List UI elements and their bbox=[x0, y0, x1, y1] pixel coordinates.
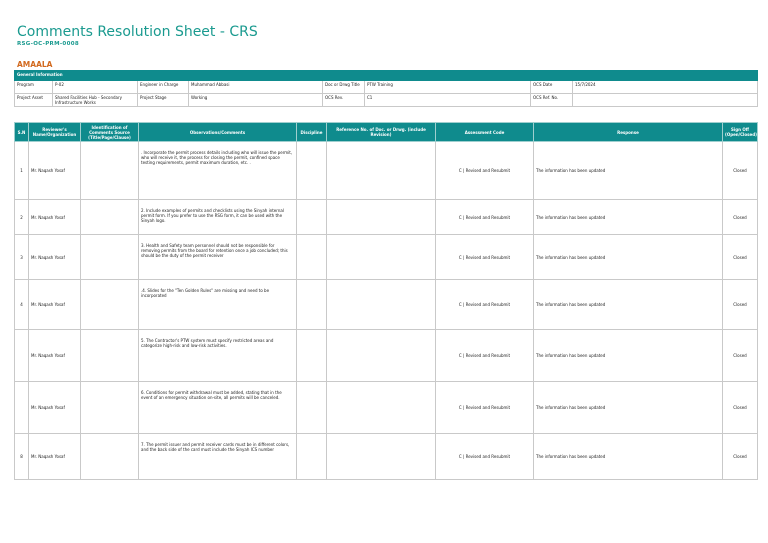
response-cell: The information has been updated bbox=[534, 200, 723, 235]
table-row bbox=[15, 142, 758, 200]
discipline-cell bbox=[297, 280, 327, 330]
comment-cell: 6. Conditions for permit withdrawal must be added, stating that in the event of an emergency situation on-site, all permits will be canceled. bbox=[139, 382, 297, 434]
program-value: P-02 bbox=[53, 81, 138, 94]
comment-cell: .4. Slides for the "Ten Golden Rules" are missing and need to be incorporated bbox=[139, 280, 297, 330]
comment-cell: 3. Health and Safety team personnel should not be responsible for removing permits from the board for retention once a job concluded; this should be the duty of the permit receiver bbox=[139, 235, 297, 280]
sn-cell: 1 bbox=[15, 142, 29, 200]
col-reference: Reference No. of Doc. or Drwg. (include Revision) bbox=[327, 123, 436, 142]
project-value: Shared Facilities Hub - Secondary Infrastructure Works bbox=[53, 94, 138, 107]
source-cell bbox=[81, 200, 139, 235]
discipline-cell bbox=[297, 235, 327, 280]
status-cell: Closed bbox=[723, 235, 758, 280]
stage-label: Project Stage bbox=[138, 94, 189, 107]
table-row bbox=[15, 200, 758, 235]
sn-cell: 2 bbox=[15, 200, 29, 235]
comments-table bbox=[14, 122, 758, 480]
reviewer-cell: Mr. Naqash Yosaf bbox=[29, 200, 81, 235]
sn-cell bbox=[15, 330, 29, 382]
ocs-date-label: OCS Date bbox=[531, 81, 573, 94]
page-title: Comments Resolution Sheet - CRS bbox=[17, 24, 258, 40]
reviewer-cell: Mr. Naqash Yosaf bbox=[29, 280, 81, 330]
assessment-cell: C | Revised and Resubmit bbox=[436, 200, 534, 235]
doc-title-value: PTW Training bbox=[365, 81, 531, 94]
engineer-value: Muhammad Abbasi bbox=[189, 81, 323, 94]
reviewer-cell: Mr. Naqash Yosaf bbox=[29, 330, 81, 382]
ocs-date-value: 15/7/2024 bbox=[573, 81, 758, 94]
discipline-cell bbox=[297, 434, 327, 480]
project-label: Project Asset bbox=[15, 94, 53, 107]
comment-cell: 5. The Contractor's PTW system must specify restricted areas and categorize high-risk and low-risk activities. bbox=[139, 330, 297, 382]
ocs-ref-label: OCS Ref. No. bbox=[531, 94, 573, 107]
comment-cell: 7. The permit issuer and permit receiver cards must be in different colors, and the back side of the card must include the Sinyah ICS number bbox=[139, 434, 297, 480]
col-source: Identification of Comments Source (Title/Page/Clause) bbox=[81, 123, 139, 142]
brand-name: AMAALA bbox=[17, 60, 53, 69]
doc-title-label: Doc or Drwg Title bbox=[323, 81, 365, 94]
assessment-cell: C | Revised and Resubmit bbox=[436, 382, 534, 434]
reviewer-cell: Mr. Naqash Yosaf bbox=[29, 235, 81, 280]
source-cell bbox=[81, 434, 139, 480]
col-signoff: Sign Off (Open/Closed) bbox=[723, 123, 758, 142]
table-row bbox=[15, 382, 758, 434]
table-row bbox=[15, 280, 758, 330]
general-section-label: General Information bbox=[15, 71, 758, 81]
assessment-cell: C | Revised and Resubmit bbox=[436, 235, 534, 280]
sn-cell: 8 bbox=[15, 434, 29, 480]
program-label: Program bbox=[15, 81, 53, 94]
discipline-cell bbox=[297, 330, 327, 382]
source-cell bbox=[81, 142, 139, 200]
reference-cell bbox=[327, 382, 436, 434]
status-cell: Closed bbox=[723, 280, 758, 330]
assessment-cell: C | Revised and Resubmit bbox=[436, 330, 534, 382]
source-cell bbox=[81, 235, 139, 280]
col-assessment: Assessment Code bbox=[436, 123, 534, 142]
col-discipline: Discipline bbox=[297, 123, 327, 142]
col-reviewer: Reviewer's Name/Organization bbox=[29, 123, 81, 142]
reviewer-cell: Mr. Naqash Yosaf bbox=[29, 382, 81, 434]
engineer-label: Engineer in Charge bbox=[138, 81, 189, 94]
document-number: RSG-OC-PRM-0008 bbox=[17, 41, 79, 47]
sn-cell: 3 bbox=[15, 235, 29, 280]
assessment-cell: C | Revised and Resubmit bbox=[436, 280, 534, 330]
reference-cell bbox=[327, 235, 436, 280]
response-cell: The information has been updated bbox=[534, 382, 723, 434]
general-information-table bbox=[14, 70, 758, 107]
col-sn: S.N bbox=[15, 123, 29, 142]
discipline-cell bbox=[297, 142, 327, 200]
discipline-cell bbox=[297, 382, 327, 434]
ocs-rev-label: OCS Rev. bbox=[323, 94, 365, 107]
reference-cell bbox=[327, 200, 436, 235]
status-cell: Closed bbox=[723, 200, 758, 235]
status-cell: Closed bbox=[723, 382, 758, 434]
response-cell: The information has been updated bbox=[534, 434, 723, 480]
reference-cell bbox=[327, 280, 436, 330]
col-response: Response bbox=[534, 123, 723, 142]
sn-cell bbox=[15, 382, 29, 434]
col-comments: Observations/Comments bbox=[139, 123, 297, 142]
assessment-cell: C | Revised and Resubmit bbox=[436, 434, 534, 480]
status-cell: Closed bbox=[723, 142, 758, 200]
source-cell bbox=[81, 280, 139, 330]
response-cell: The information has been updated bbox=[534, 330, 723, 382]
ocs-rev-value: C1 bbox=[365, 94, 531, 107]
response-cell: The information has been updated bbox=[534, 142, 723, 200]
source-cell bbox=[81, 330, 139, 382]
table-row bbox=[15, 434, 758, 480]
response-cell: The information has been updated bbox=[534, 235, 723, 280]
reference-cell bbox=[327, 434, 436, 480]
sn-cell: 4 bbox=[15, 280, 29, 330]
response-cell: The information has been updated bbox=[534, 280, 723, 330]
source-cell bbox=[81, 382, 139, 434]
comment-cell: . Incorporate the permit process details including who will issue the permit, who will receive it, the process for closing the permit, confined space testing requirements, permit maximum duration, etc. . bbox=[139, 142, 297, 200]
reference-cell bbox=[327, 142, 436, 200]
assessment-cell: C | Revised and Resubmit bbox=[436, 142, 534, 200]
comment-cell: 2. Include examples of permits and checklists using the Sinyah internal permit form. If you prefer to use the RSG form, it can be used with the Sinyah logo. bbox=[139, 200, 297, 235]
ocs-ref-value bbox=[573, 94, 758, 107]
reference-cell bbox=[327, 330, 436, 382]
reviewer-cell: Mr. Naqash Yosaf bbox=[29, 434, 81, 480]
discipline-cell bbox=[297, 200, 327, 235]
status-cell: Closed bbox=[723, 434, 758, 480]
stage-value: Working bbox=[189, 94, 323, 107]
table-row bbox=[15, 330, 758, 382]
table-row bbox=[15, 235, 758, 280]
status-cell: Closed bbox=[723, 330, 758, 382]
reviewer-cell: Mr. Naqash Yosaf bbox=[29, 142, 81, 200]
